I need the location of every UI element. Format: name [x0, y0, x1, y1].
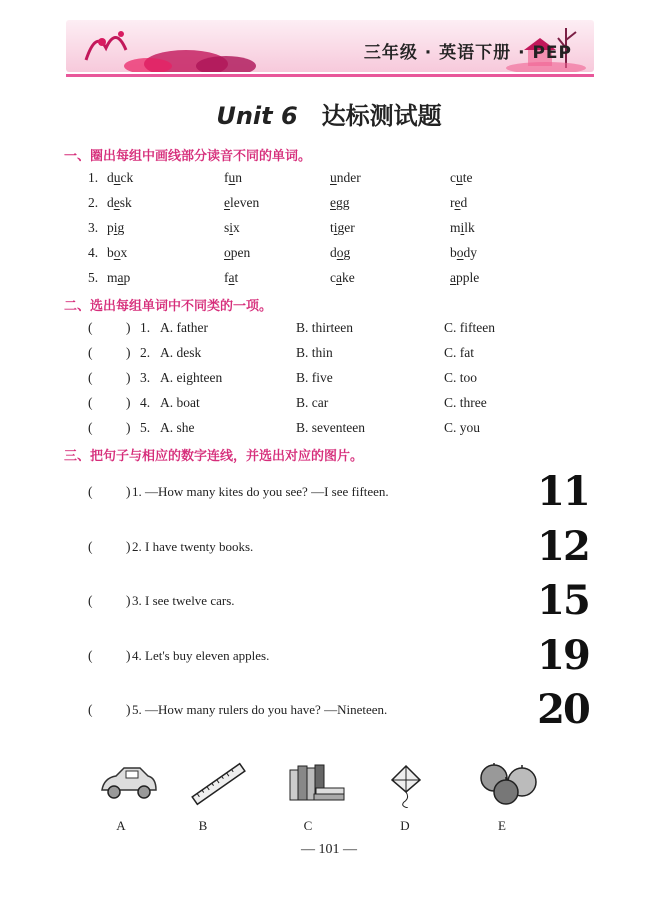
test-title: 达标测试题 — [321, 102, 442, 130]
option-a[interactable]: A. she — [160, 420, 195, 435]
word-option[interactable]: fat — [224, 270, 239, 285]
answer-paren-close: ) — [126, 395, 131, 410]
option-a[interactable]: A. eighteen — [160, 370, 223, 385]
page-number: — 101 — — [301, 842, 357, 857]
apples-icon — [478, 762, 540, 806]
word-option[interactable]: milk — [450, 220, 475, 235]
option-c[interactable]: C. three — [444, 395, 487, 410]
page-header — [66, 20, 594, 82]
sentence-text: 2. I have twenty books. — [132, 538, 254, 554]
option-b[interactable]: B. thirteen — [296, 320, 353, 335]
option-a[interactable]: A. boat — [160, 395, 200, 410]
option-c[interactable]: C. you — [444, 420, 481, 435]
header-banner — [66, 20, 594, 72]
sentence-text: 5. —How many rulers do you have? —Nineteen. — [132, 702, 388, 717]
row-number: 2. — [88, 195, 99, 210]
answer-paren-open: ( — [88, 395, 93, 410]
option-c[interactable]: C. too — [444, 370, 478, 385]
row-number: 1. — [88, 170, 99, 185]
row-number: 5. — [88, 270, 99, 285]
word-option[interactable]: dog — [330, 245, 351, 260]
answer-paren-open: ( — [88, 320, 93, 335]
match-number[interactable]: 20 — [537, 686, 589, 733]
sentence-text: 3. I see twelve cars. — [132, 593, 235, 608]
word-option[interactable]: egg — [330, 195, 350, 210]
word-option[interactable]: under — [330, 170, 361, 185]
picture-car — [98, 762, 158, 807]
option-c[interactable]: C. fat — [444, 345, 474, 360]
row-number: 4. — [88, 245, 99, 260]
option-c[interactable]: C. fifteen — [444, 320, 495, 335]
header-title: 三年级 · 英语下册 · PEP — [363, 43, 572, 63]
sentence-text: 1. —How many kites do you see? —I see fifteen. — [132, 484, 389, 499]
option-a[interactable]: A. father — [160, 320, 208, 335]
section2-heading: 二、选出每组单词中不同类的一项。 — [64, 299, 273, 314]
word-option[interactable]: open — [224, 245, 251, 260]
question-number: 1. — [140, 320, 151, 335]
match-number[interactable]: 15 — [537, 577, 589, 624]
section3-heading: 三、把句子与相应的数字连线，并选出对应的图片。 — [64, 449, 364, 464]
row-number: 3. — [88, 220, 99, 235]
answer-paren-open: ( — [88, 484, 93, 499]
picture-label: B — [198, 818, 208, 833]
ruler-icon — [188, 762, 248, 808]
books-icon — [286, 760, 348, 806]
answer-paren-open: ( — [88, 420, 93, 435]
picture-apples — [478, 762, 540, 811]
question-number: 2. — [140, 345, 151, 360]
word-option[interactable]: body — [450, 245, 477, 260]
unit-label: Unit 6 — [216, 102, 298, 130]
answer-paren-close: ) — [126, 702, 131, 717]
option-b[interactable]: B. car — [296, 395, 329, 410]
word-option[interactable]: eleven — [224, 195, 260, 210]
picture-books — [286, 760, 348, 811]
answer-paren-open: ( — [88, 370, 93, 385]
picture-label: A — [116, 818, 126, 833]
sentence-text: 4. Let's buy eleven apples. — [132, 647, 270, 663]
word-option[interactable]: map — [107, 270, 131, 285]
section1-heading: 一、圈出每组中画线部分读音不同的单词。 — [64, 149, 312, 164]
answer-paren-open: ( — [88, 345, 93, 360]
word-option[interactable]: red — [450, 195, 468, 210]
option-b[interactable]: B. five — [296, 370, 333, 385]
picture-label: E — [498, 818, 506, 833]
answer-paren-close: ) — [126, 484, 131, 499]
word-option[interactable]: box — [107, 245, 128, 260]
picture-ruler — [188, 762, 248, 813]
word-option[interactable]: desk — [107, 195, 132, 210]
match-number[interactable]: 12 — [537, 522, 589, 570]
word-option[interactable]: pig — [107, 220, 125, 235]
option-b[interactable]: B. thin — [296, 345, 333, 360]
answer-paren-close: ) — [126, 420, 131, 435]
picture-kite — [386, 762, 426, 813]
word-option[interactable]: fun — [224, 170, 242, 185]
option-a[interactable]: A. desk — [160, 345, 202, 360]
answer-paren-close: ) — [126, 538, 131, 554]
word-option[interactable]: tiger — [330, 220, 355, 235]
answer-paren-close: ) — [126, 345, 131, 360]
option-b[interactable]: B. seventeen — [296, 420, 365, 435]
answer-paren-close: ) — [126, 320, 131, 335]
question-number: 5. — [140, 420, 151, 435]
header-divider — [66, 74, 594, 77]
answer-paren-open: ( — [88, 593, 93, 608]
word-option[interactable]: cake — [330, 270, 355, 285]
question-number: 4. — [140, 395, 151, 410]
answer-paren-close: ) — [126, 370, 131, 385]
word-option[interactable]: apple — [450, 270, 480, 285]
word-option[interactable]: cute — [450, 170, 473, 185]
answer-paren-open: ( — [88, 702, 93, 717]
answer-paren-open: ( — [88, 647, 93, 663]
picture-label: C — [303, 818, 313, 833]
kite-icon — [386, 762, 426, 808]
question-number: 3. — [140, 370, 151, 385]
answer-paren-open: ( — [88, 538, 93, 554]
answer-paren-close: ) — [126, 647, 131, 663]
match-number[interactable]: 19 — [537, 631, 589, 679]
match-number[interactable]: 11 — [537, 468, 589, 515]
page-title — [0, 96, 658, 131]
answer-paren-close: ) — [126, 593, 131, 608]
word-option[interactable]: duck — [107, 170, 134, 185]
car-icon — [98, 762, 158, 802]
word-option[interactable]: six — [224, 220, 240, 235]
picture-label: D — [400, 818, 410, 833]
